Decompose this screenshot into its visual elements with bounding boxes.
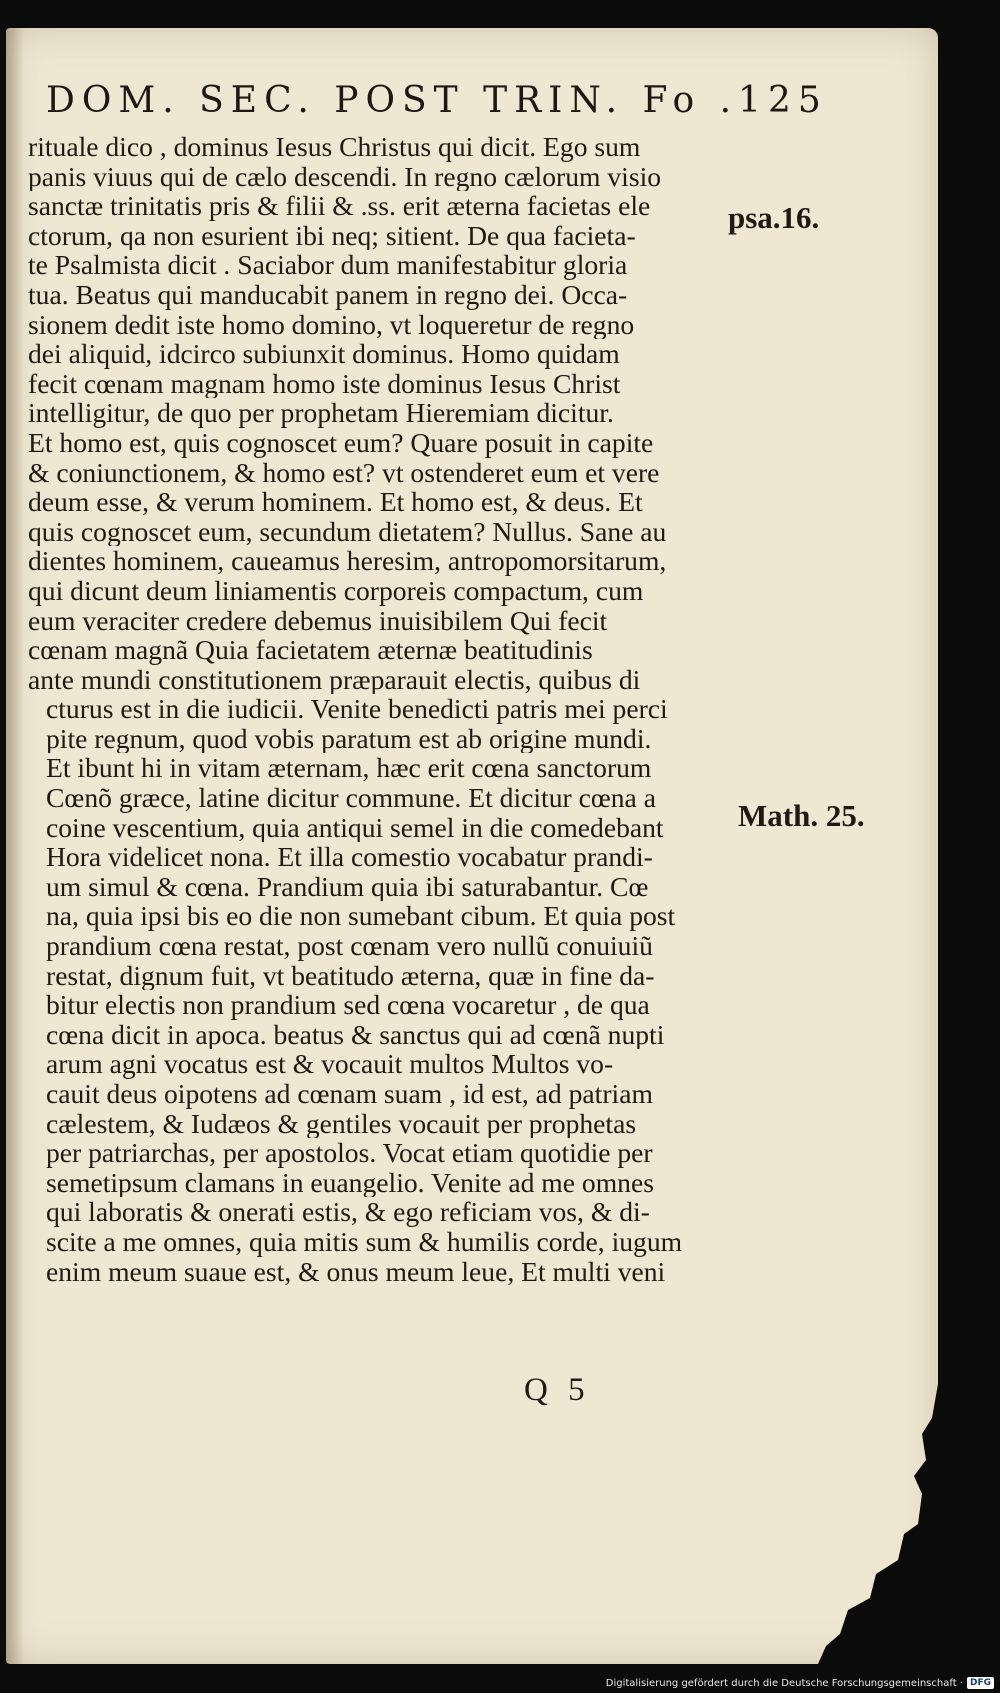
text-line: restat, dignum fuit, vt beatitudo æterna, quæ in fine da- [46,960,655,991]
dfg-logo: DFG [967,1677,994,1689]
text-line: rituale dico , dominus Iesus Christus qui dicit. Ego sum [28,132,641,162]
text-line: quis cognoscet eum, secundum dietatem? Nullus. Sane au [28,516,667,547]
text-line: & coniunctionem, & homo est? vt ostenderet eum et vere [28,457,660,488]
text-line: ctorum, qa non esurient ibi neq; sitient. De qua facieta- [28,220,636,251]
text-line: cœnam magnã Quia facietatem æternæ beatitudinis [28,635,593,665]
text-line: qui laboratis & onerati estis, & ego reficiam vos, & di- [46,1197,650,1227]
digitization-credit [606,1677,994,1689]
text-line: Et ibunt hi in vitam æternam, hæc erit cœna sanctorum [46,753,652,784]
text-line: te Psalmista dicit . Saciabor dum manifestabitur gloria [28,250,628,280]
running-head: DOM. SEC. POST TRIN. Fo .125 [46,80,828,121]
text-line: um simul & cœna. Prandium quia ibi saturabantur. Cœ [46,871,649,902]
page-body-text [28,132,744,1286]
marginal-note-matthew: Math. 25. [738,798,865,833]
text-line: semetipsum clamans in euangelio. Venite ad me omnes [46,1167,654,1198]
page-damage [818,1384,938,1664]
text-line: arum agni vocatus est & vocauit multos Multos vo- [46,1049,614,1079]
text-line: na, quia ipsi bis eo die non sumebant cibum. Et quia post [46,901,676,932]
book-page [6,28,938,1664]
text-line: cturus est in die iudicii. Venite benedicti patris mei perci [46,694,668,724]
text-line: enim meum suaue est, & onus meum leue, Et multi veni [46,1256,666,1287]
text-line: tua. Beatus qui manducabit panem in regno dei. Occa- [28,279,628,310]
text-line: deum esse, & verum hominem. Et homo est, & deus. Et [28,487,643,517]
text-line: bitur electis non prandium sed cœna vocaretur , de qua [46,990,650,1020]
text-line: Cœnõ græce, latine dicitur commune. Et dicitur cœna a [46,783,656,813]
text-line: dei aliquid, idcirco subiunxit dominus. Homo quidam [28,339,620,369]
text-line: scite a me omnes, quia mitis sum & humilis corde, iugum [46,1226,683,1257]
text-line: fecit cœnam magnam homo iste dominus Iesus Christ [28,368,621,399]
text-line: eum veraciter credere debemus inuisibilem Qui fecit [28,605,608,636]
marginal-note-psalm: psa.16. [728,200,820,235]
text-line: qui dicunt deum liniamentis corporeis compactum, cum [28,575,644,606]
signature-mark: Q 5 [524,1372,591,1408]
text-line: panis viuus qui de cælo descendi. In regno cælorum visio [28,161,662,192]
text-line: cœna dicit in apoca. beatus & sanctus qui ad cœnã nupti [46,1019,665,1050]
text-line: Et homo est, quis cognoscet eum? Quare posuit in capite [28,427,654,458]
text-line: pite regnum, quod vobis paratum est ab origine mundi. [46,723,652,754]
text-line: cauit deus oipotens ad cœnam suam , id est, ad patriam [46,1079,653,1109]
text-line: dientes hominem, caueamus heresim, antropomorsitarum, [28,546,667,576]
text-line: sionem dedit iste homo domino, vt loqueretur de regno [28,309,635,340]
text-line: ante mundi constitutionem præparauit electis, quibus di [28,664,641,695]
text-line: per patriarchas, per apostolos. Vocat etiam quotidie per [46,1138,653,1168]
text-line: intelligitur, de quo per prophetam Hieremiam dicitur. [28,398,614,428]
text-line: cælestem, & Iudæos & gentiles vocauit per prophetas [46,1108,637,1139]
text-line: sanctæ trinitatis pris & filii & .ss. erit æterna facietas ele [28,191,651,221]
text-line: coine vescentium, quia antiqui semel in die comedebant [46,812,664,843]
credit-text: Digitalisierung gefördert durch die Deutsche Forschungsgemeinschaft · [605,1677,963,1689]
text-line: prandium cœna restat, post cœnam vero nullũ conuiuiũ [46,931,653,961]
text-line: Hora videlicet nona. Et illa comestio vocabatur prandi- [46,842,653,872]
